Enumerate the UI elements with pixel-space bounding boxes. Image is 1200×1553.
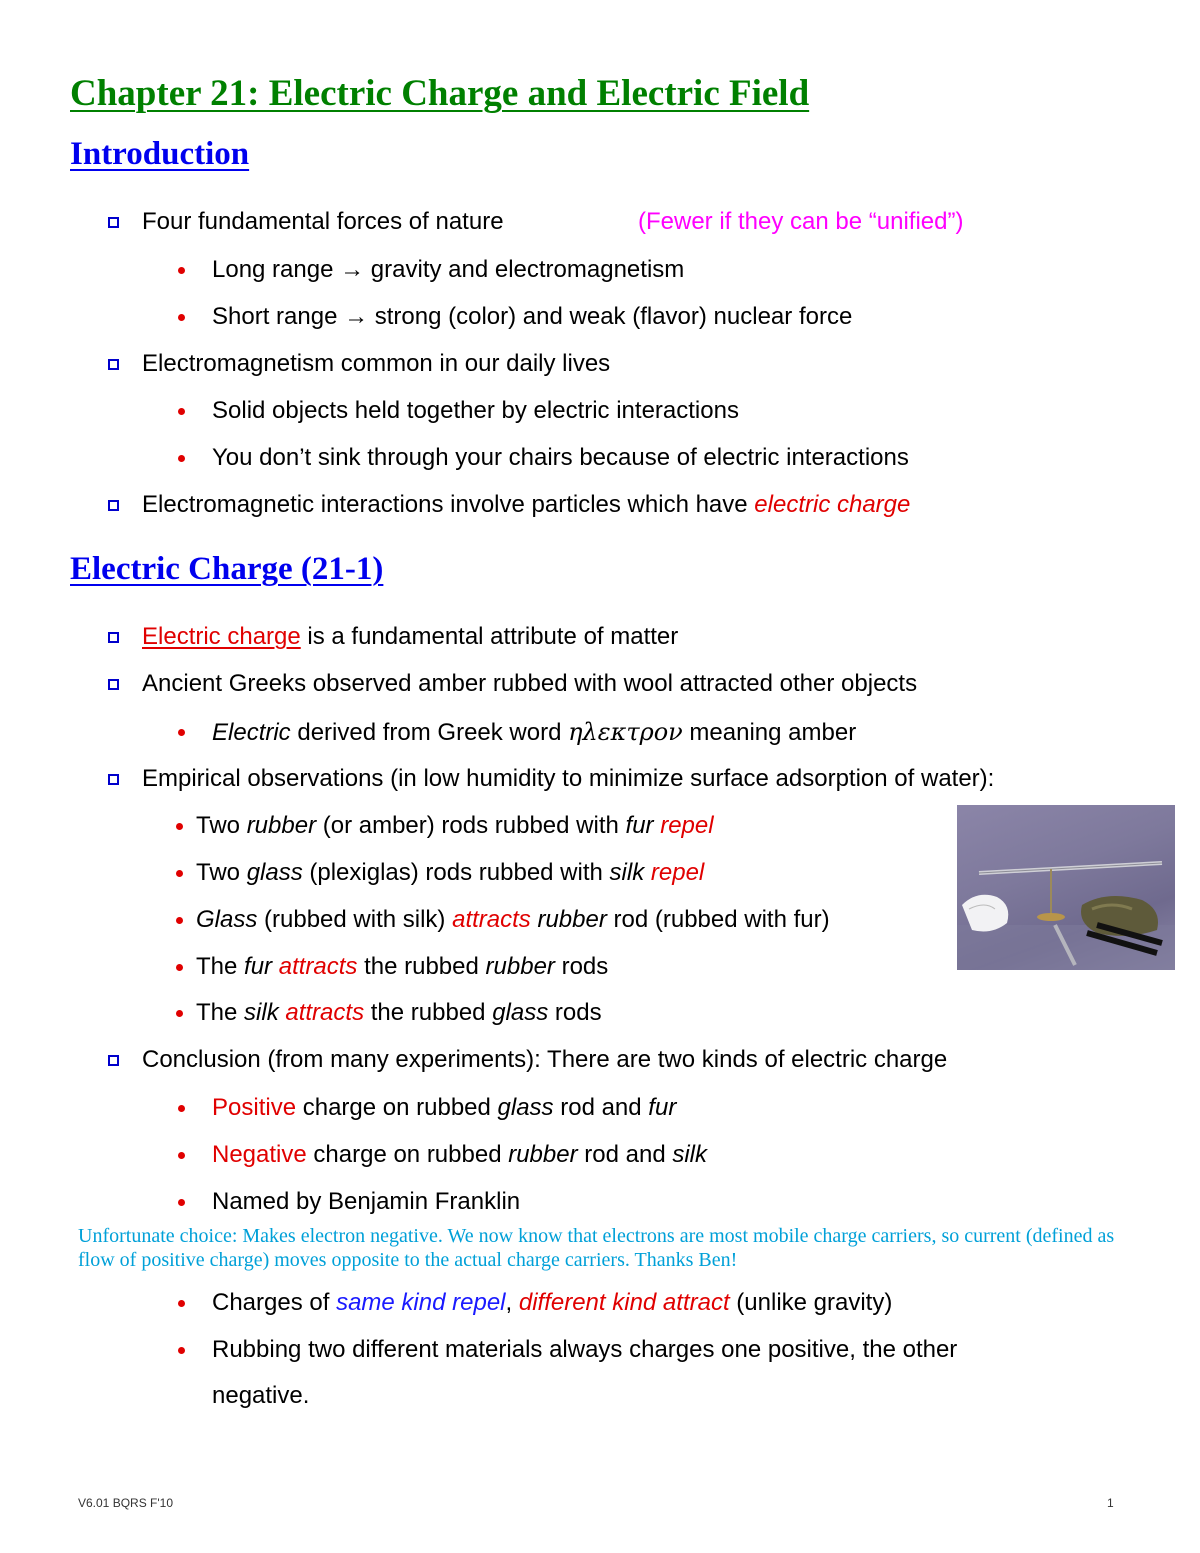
list-item: Solid objects held together by electric interactions xyxy=(178,396,739,426)
checkbox-bullet-icon xyxy=(108,359,119,370)
greek-word: ηλεκτρον xyxy=(568,718,683,746)
checkbox-bullet-icon xyxy=(108,217,119,228)
bullet-icon xyxy=(178,314,185,321)
list-item: Long range → gravity and electromagnetism xyxy=(178,255,684,285)
list-item: Positive charge on rubbed glass rod and fur xyxy=(178,1093,676,1123)
list-item: Negative charge on rubbed rubber rod and silk xyxy=(178,1140,707,1170)
arrow-icon: → xyxy=(340,256,365,283)
bullet-icon xyxy=(176,964,183,971)
bullet-icon xyxy=(178,1152,185,1159)
list-item: Ancient Greeks observed amber rubbed with wool attracted other objects xyxy=(108,669,917,699)
list-item: Empirical observations (in low humidity to minimize surface adsorption of water): xyxy=(108,764,994,794)
footer-version: V6.01 BQRS F'10 xyxy=(78,1496,174,1510)
list-item: Charges of same kind repel, different kind attract (unlike gravity) xyxy=(178,1288,892,1318)
list-item: The fur attracts the rubbed rubber rods xyxy=(176,952,608,982)
arrow-icon: → xyxy=(344,303,369,330)
bullet-icon xyxy=(178,1300,185,1307)
list-item: The silk attracts the rubbed glass rods xyxy=(176,998,602,1028)
bullet-icon xyxy=(178,1199,185,1206)
list-item: Glass (rubbed with silk) attracts rubber rod (rubbed with fur) xyxy=(176,905,830,935)
list-item: Rubbing two different materials always charges one positive, the other xyxy=(178,1335,957,1365)
checkbox-bullet-icon xyxy=(108,774,119,785)
list-item: Conclusion (from many experiments): There are two kinds of electric charge xyxy=(108,1045,947,1075)
bullet-icon xyxy=(176,917,183,924)
page-title: Chapter 21: Electric Charge and Electric Field xyxy=(70,73,810,114)
section-heading-electric-charge: Electric Charge (21-1) xyxy=(70,551,384,587)
bullet-icon xyxy=(178,455,185,462)
list-item: Four fundamental forces of nature xyxy=(108,207,504,237)
unified-note: (Fewer if they can be “unified”) xyxy=(638,208,964,235)
bullet-icon xyxy=(176,870,183,877)
page-number: 1 xyxy=(1107,1496,1114,1510)
list-item: Electric charge is a fundamental attribute of matter xyxy=(108,622,678,652)
checkbox-bullet-icon xyxy=(108,500,119,511)
list-item-continuation: negative. xyxy=(212,1382,310,1409)
list-item: Short range → strong (color) and weak (flavor) nuclear force xyxy=(178,302,852,332)
checkbox-bullet-icon xyxy=(108,1055,119,1066)
list-item: Named by Benjamin Franklin xyxy=(178,1187,520,1217)
rods-fur-silk-illustration xyxy=(957,805,1175,970)
bullet-icon xyxy=(176,1010,183,1017)
bullet-icon xyxy=(178,408,185,415)
checkbox-bullet-icon xyxy=(108,632,119,643)
list-item: Electric derived from Greek word ηλεκτρον meaning amber xyxy=(178,717,856,748)
list-item: You don’t sink through your chairs because of electric interactions xyxy=(178,443,909,473)
list-item: Two glass (plexiglas) rods rubbed with silk repel xyxy=(176,858,704,888)
bullet-icon xyxy=(176,823,183,830)
list-item: Electromagnetism common in our daily lives xyxy=(108,349,610,379)
checkbox-bullet-icon xyxy=(108,679,119,690)
experiment-photo xyxy=(957,805,1175,970)
bullet-icon xyxy=(178,1105,185,1112)
franklin-note: Unfortunate choice: Makes electron negative. We now know that electrons are most mobile charge carriers, so current (defined as flow of positive charge) moves opposite to the actual charge carriers. Thanks Ben! xyxy=(78,1225,1115,1271)
list-item: Electromagnetic interactions involve particles which have electric charge xyxy=(108,490,910,520)
section-heading-introduction: Introduction xyxy=(70,136,250,172)
bullet-icon xyxy=(178,267,185,274)
bullet-icon xyxy=(178,1347,185,1354)
bullet-icon xyxy=(178,729,185,736)
list-item: Two rubber (or amber) rods rubbed with fur repel xyxy=(176,811,714,841)
